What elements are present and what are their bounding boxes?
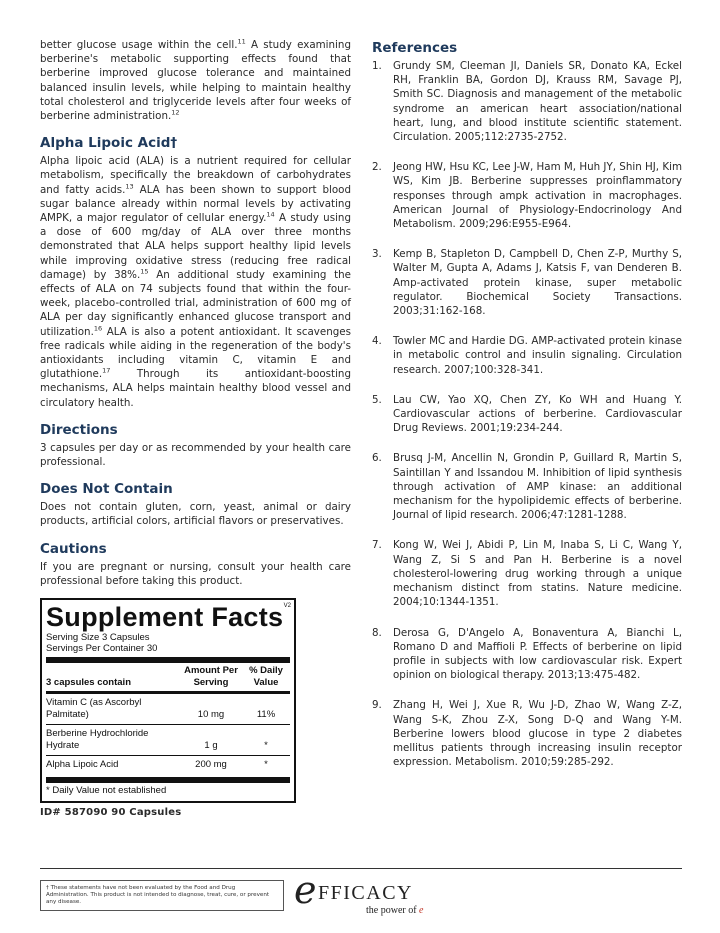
facts-footnote: * Daily Value not established — [46, 785, 167, 797]
citation-16: 16 — [93, 324, 103, 333]
intro-text-2: A study examining berberine's metabolic supporting effects found that berberine improved glucose tolerance and maintained balanced insulin levels, while helping to maintain healthy total cholesterol and triglyceride levels after four weeks of berberine administration. — [40, 39, 351, 123]
fda-disclaimer: † These statements have not been evaluated by the Food and Drug Administration. This product is not intended to diagnose, treat, cure, or prevent any disease. — [40, 880, 284, 911]
cautions-text: If you are pregnant or nursing, consult your health care professional before taking this product. — [40, 560, 351, 587]
ala-text-3: A study using a dose of 600 mg/day of ALA over three months demonstrated that ALA helps support healthy lipid levels while improving oxidative stress (reducing free radical damage) by 38%. — [40, 212, 351, 281]
left-column — [40, 38, 351, 818]
reference-item — [372, 334, 682, 377]
servings-per-container: Servings Per Container 30 — [46, 643, 158, 655]
nutrient-name: Alpha Lipoic Acid — [46, 759, 119, 771]
reference-item — [372, 626, 682, 683]
nutrient-dv: 11% — [256, 709, 276, 721]
reference-number: 6. — [372, 452, 382, 465]
col-contain: 3 capsules contain — [46, 677, 132, 689]
reference-number: 9. — [372, 699, 382, 712]
directions-heading: Directions — [40, 421, 118, 438]
reference-item — [372, 59, 682, 144]
reference-item — [372, 451, 682, 522]
does-not-contain-text: Does not contain gluten, corn, yeast, animal or dairy products, artificial colors, artificial flavors or preservatives. — [40, 501, 351, 528]
facts-row — [46, 694, 290, 724]
serving-size: Serving Size 3 Capsules — [46, 632, 150, 644]
intro-text: better glucose usage within the cell. — [40, 39, 238, 51]
supplement-facts-title: Supplement Facts — [46, 602, 284, 633]
citation-17: 17 — [102, 366, 111, 375]
reference-text: Derosa G, D'Angelo A, Bonaventura A, Bianchi L, Romano D and Maffioli P. Effects of berberine on lipid profile in subjects with low cardiovascular risk. Expert opinion on biological therapy. 2013;13:475-482. — [393, 626, 682, 682]
citation-12: 12 — [171, 108, 180, 117]
reference-number: 2. — [372, 161, 382, 174]
ala-text-4: An additional study examining the effects of ALA on 74 subjects found that within the four-week, placebo-controlled trial, administration of 600 mg of ALA per day significantly enhanced glucose transport and utilization. — [40, 268, 351, 338]
reference-text: Brusq J-M, Ancellin N, Grondin P, Guillard R, Martin S, Saintillan Y and Issandou M. Inhibition of lipid synthesis through activation of AMP kinase: an additional mechanism for the hypolipidemic effects of berberine. Journal of lipid research. 2006;47:1281-1288. — [393, 452, 682, 522]
reference-number: 5. — [372, 393, 382, 406]
citation-13: 13 — [125, 182, 134, 191]
reference-text: Lau CW, Yao XQ, Chen ZY, Ko WH and Huang Y. Cardiovascular actions of berberine. Cardiovascular Drug Reviews. 2001;19:234-244. — [393, 393, 682, 435]
reference-text: Grundy SM, Cleeman JI, Daniels SR, Donato KA, Eckel RH, Franklin BA, Gordon DJ, Krauss RM, Savage PJ, Smith SC. Diagnosis and management of the metabolic syndrome an american heart association/national heart, lung, and blood institute scientific statement. Circulation. 2005;112:2735-2752. — [393, 60, 682, 144]
logo-letter: e — [294, 868, 317, 912]
reference-number: 1. — [372, 60, 382, 72]
reference-text: Kong W, Wei J, Abidi P, Lin M, Inaba S, Li C, Wang Y, Wang Z, Si S and Pan H. Berberine is a novel cholesterol-lowering drug working through a unique mechanism distinct from statins. Nature medicine. 2004;10:1344-1351. — [393, 539, 682, 609]
efficacy-logo — [294, 870, 434, 920]
reference-text: Zhang H, Wei J, Xue R, Wu J-D, Zhao W, Wang Z-Z, Wang S-K, Zhou Z-X, Song D-Q and Wang Y-M. Berberine lowers blood glucose in type 2 diabetes mellitus patients through increasing insulin receptor expression. Metabolism. 2010;59:285-292. — [393, 699, 682, 769]
right-column — [372, 38, 682, 785]
citation-14: 14 — [266, 210, 275, 219]
reference-item — [372, 538, 682, 609]
ala-text-5: ALA is also a potent antioxidant. It scavenges free radicals while aiding in the regeneration of the body's antioxidants including vitamin C, vitamin E and glutathione. — [40, 325, 351, 381]
ala-text-1: Alpha lipoic acid (ALA) is a nutrient required for cellular metabolism, specifically the breakdown of carbohydrates and fatty acids. — [40, 155, 351, 196]
nutrient-amount: 1 g — [204, 740, 218, 752]
col-amount: Amount Per Serving — [184, 665, 238, 689]
reference-item — [372, 160, 682, 231]
references-list — [372, 59, 682, 769]
nutrient-amount: 200 mg — [195, 759, 227, 771]
reference-item — [372, 393, 682, 436]
logo-tagline-e: e — [419, 905, 424, 916]
intro-paragraph — [40, 38, 351, 123]
facts-header-row — [46, 663, 290, 691]
ala-text-2: ALA has been shown to support blood sugar balance already within normal levels by activating AMPK, a major regulator of cellular energy. — [40, 183, 351, 225]
reference-number: 3. — [372, 248, 382, 261]
ala-heading: Alpha Lipoic Acid† — [40, 135, 178, 152]
reference-text: Jeong HW, Hsu KC, Lee J-W, Ham M, Huh JY, Shin HJ, Kim WS, Kim JB. Berberine suppresses proinflammatory responses through ampk activation in macrophages. American Journal of Physiology-Endocrinology And Metabolism. 2009;296:E955-E964. — [393, 161, 682, 231]
reference-number: 8. — [372, 626, 382, 639]
reference-number: 7. — [372, 539, 382, 552]
logo-word: FFICACY — [318, 882, 413, 904]
ala-paragraph — [40, 154, 351, 410]
footer-divider — [40, 868, 682, 869]
logo-tagline-text: the power of — [366, 905, 417, 916]
cautions-heading: Cautions — [40, 540, 107, 557]
product-id: ID# 587090 90 Capsules — [40, 807, 182, 819]
does-not-contain-heading: Does Not Contain — [40, 481, 173, 498]
nutrient-amount: 10 mg — [197, 709, 225, 721]
directions-text: 3 capsules per day or as recommended by your health care professional. — [40, 441, 351, 469]
nutrient-name: Berberine Hydrochloride Hydrate — [46, 728, 149, 752]
nutrient-dv: * — [264, 740, 268, 752]
nutrient-dv: * — [264, 759, 268, 771]
supplement-facts-panel — [40, 598, 296, 803]
reference-number: 4. — [372, 335, 382, 348]
reference-text: Kemp B, Stapleton D, Campbell D, Chen Z-P, Murthy S, Walter M, Gupta A, Adams J, Katsis F, van Denderen B. Amp-activated protein kinase, super metabolic regulator. Biochemical Society Transactions. 2003;31:162-168. — [393, 248, 682, 318]
reference-item — [372, 698, 682, 769]
nutrient-name: Vitamin C (as Ascorbyl Palmitate) — [46, 697, 142, 721]
panel-version: V2 — [283, 603, 291, 610]
ala-text-6: Through its antioxidant-boosting mechanisms, ALA helps maintain healthy blood vessel and circulatory health. — [40, 368, 351, 409]
col-daily-value: % Daily Value — [249, 665, 283, 689]
facts-row — [46, 756, 290, 774]
logo-tagline — [366, 905, 424, 916]
citation-11: 11 — [237, 37, 246, 46]
reference-text: Towler MC and Hardie DG. AMP-activated protein kinase in metabolic control and insulin signaling. Circulation research. 2007;100:328-341. — [393, 335, 682, 376]
references-heading: References — [372, 40, 458, 56]
facts-row — [46, 725, 290, 755]
reference-item — [372, 247, 682, 318]
citation-15: 15 — [140, 267, 149, 276]
